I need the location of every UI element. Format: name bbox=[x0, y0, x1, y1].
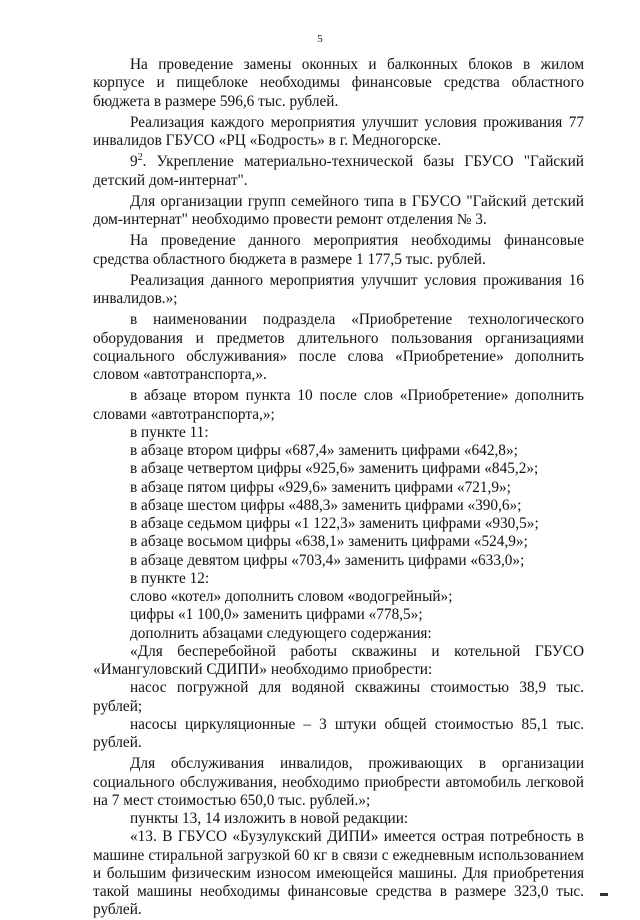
paragraph-17: в пункте 12: bbox=[130, 569, 210, 587]
paragraph-20: дополнить абзацами следующего содержания: bbox=[130, 624, 432, 642]
paragraph-14: в абзаце седьмом цифры «1 122,3» заменить цифрами «930,5»; bbox=[130, 515, 539, 532]
item-number: $9^2$. bbox=[130, 152, 147, 171]
paragraph-13: в абзаце шестом цифры «488,3» заменить цифрами «390,6»; bbox=[130, 496, 522, 514]
page-number: 5 bbox=[317, 33, 323, 45]
paragraph-10: в абзаце втором цифры «687,4» заменить цифрами «642,8»; bbox=[130, 442, 518, 459]
paragraph-18: слово «котел» дополнить словом «водогрейный»; bbox=[130, 588, 453, 605]
paragraph-21: «Для бесперебойной работы скважины и котельной ГБУСО «Имангуловский СДИПИ» необходимо приобрести: bbox=[93, 642, 584, 678]
scan-mark bbox=[600, 893, 608, 896]
paragraph-24: Для обслуживания инвалидов, проживающих в организации социального обслуживания, необходимо приобрести автомобиль легковой на 7 мест стоимостью 650,0 тыс. рублей.»; bbox=[93, 755, 584, 809]
paragraph-12: в абзаце пятом цифры «929,6» заменить цифрами «721,9»; bbox=[130, 478, 511, 496]
paragraph-16: в абзаце девятом цифры «703,4» заменить цифрами «633,0»; bbox=[130, 551, 525, 569]
paragraph-9: в пункте 11: bbox=[130, 423, 209, 441]
paragraph-2: Реализация каждого мероприятия улучшит условия проживания 77 инвалидов ГБУСО «РЦ «Бодрость» в г. Медногорске. bbox=[93, 113, 584, 149]
paragraph-25: пункты 13, 14 изложить в новой редакции: bbox=[130, 810, 409, 827]
paragraph-8: в абзаце втором пункта 10 после слов «Приобретение» дополнить словами «автотранспорта,»; bbox=[93, 387, 584, 423]
paragraph-26: «13. В ГБУСО «Бузулукский ДИПИ» имеется острая потребность в машине стиральной загрузкой 60 кг в связи с ежедневным использованием и большим физическим износом имеющейся машины. Для приобретения такой машины необходимы финансовые средства в размере 323,0 тыс. рублей. bbox=[93, 828, 584, 919]
document-body bbox=[93, 56, 584, 920]
paragraph-4: Для организации групп семейного типа в ГБУСО "Гайский детский дом-интернат" необходимо провести ремонт отделения № 3. bbox=[93, 192, 584, 228]
paragraph-22: насос погружной для водяной скважины стоимостью 38,9 тыс. рублей; bbox=[93, 679, 584, 715]
item-heading: Укрепление материально-технической базы ГБУСО "Гайский детский дом-интернат". bbox=[93, 153, 584, 189]
paragraph-3 bbox=[93, 153, 584, 190]
paragraph-11: в абзаце четвертом цифры «925,6» заменить цифрами «845,2»; bbox=[130, 460, 539, 478]
paragraph-15: в абзаце восьмом цифры «638,1» заменить цифрами «524,9»; bbox=[130, 533, 528, 551]
paragraph-19: цифры «1 100,0» заменить цифрами «778,5»; bbox=[130, 606, 423, 624]
paragraph-7: в наименовании подраздела «Приобретение технологического оборудования и предметов длительного пользования организациями социального обслуживания» после слова «Приобретение» дополнить словом «автотранспорта,». bbox=[93, 311, 584, 383]
paragraph-5: На проведение данного мероприятия необходимы финансовые средства областного бюджета в размере 1 177,5 тыс. рублей. bbox=[93, 232, 584, 268]
paragraph-6: Реализация данного мероприятия улучшит условия проживания 16 инвалидов.»; bbox=[93, 271, 584, 307]
paragraph-1: На проведение замены оконных и балконных блоков в жилом корпусе и пищеблоке необходимы финансовые средства областного бюджета в размере 596,6 тыс. рублей. bbox=[93, 56, 584, 110]
paragraph-23: насосы циркуляционные – 3 штуки общей стоимостью 85,1 тыс. рублей. bbox=[93, 715, 584, 751]
